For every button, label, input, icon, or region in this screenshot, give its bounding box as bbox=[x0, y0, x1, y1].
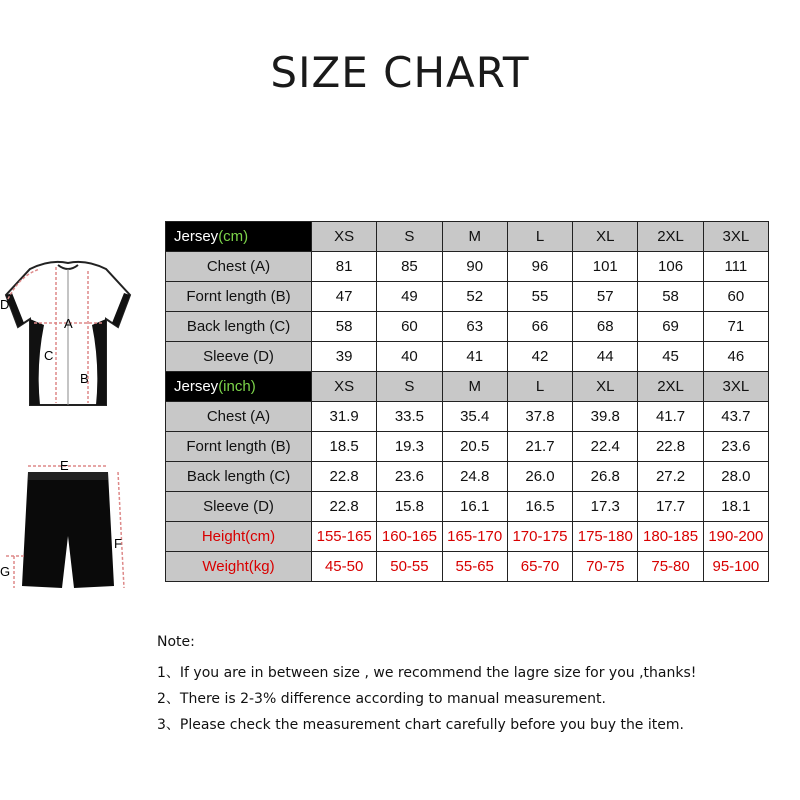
size-header-cell: S bbox=[377, 222, 442, 252]
value-cell: 18.5 bbox=[312, 432, 377, 462]
shorts-icon bbox=[6, 466, 124, 588]
value-cell: 49 bbox=[377, 282, 442, 312]
header-prefix: Jersey bbox=[174, 378, 219, 395]
table-row bbox=[166, 252, 769, 282]
value-cell: 16.5 bbox=[507, 492, 572, 522]
table-row bbox=[166, 552, 769, 582]
value-cell: 23.6 bbox=[377, 462, 442, 492]
value-cell: 37.8 bbox=[507, 402, 572, 432]
table-row bbox=[166, 432, 769, 462]
value-cell: 180-185 bbox=[638, 522, 703, 552]
header-unit: (cm) bbox=[218, 228, 249, 245]
value-cell: 43.7 bbox=[703, 402, 768, 432]
table-row bbox=[166, 342, 769, 372]
value-cell: 90 bbox=[442, 252, 507, 282]
row-label-cell: Back length (C) bbox=[166, 462, 312, 492]
header-label-cell bbox=[166, 372, 312, 402]
value-cell: 23.6 bbox=[703, 432, 768, 462]
value-cell: 15.8 bbox=[377, 492, 442, 522]
value-cell: 17.7 bbox=[638, 492, 703, 522]
value-cell: 31.9 bbox=[312, 402, 377, 432]
value-cell: 22.8 bbox=[312, 492, 377, 522]
value-cell: 69 bbox=[638, 312, 703, 342]
value-cell: 50-55 bbox=[377, 552, 442, 582]
jersey-diagram bbox=[0, 255, 135, 415]
value-cell: 60 bbox=[703, 282, 768, 312]
table-row bbox=[166, 312, 769, 342]
row-label-cell: Sleeve (D) bbox=[166, 492, 312, 522]
value-cell: 66 bbox=[507, 312, 572, 342]
size-header-cell: XL bbox=[573, 372, 638, 402]
value-cell: 40 bbox=[377, 342, 442, 372]
value-cell: 45-50 bbox=[312, 552, 377, 582]
note-line: 2、There is 2-3% difference according to manual measurement. bbox=[157, 691, 606, 707]
value-cell: 170-175 bbox=[507, 522, 572, 552]
value-cell: 39.8 bbox=[573, 402, 638, 432]
size-header-cell: L bbox=[507, 222, 572, 252]
value-cell: 190-200 bbox=[703, 522, 768, 552]
label-e: E bbox=[60, 458, 69, 473]
table-row bbox=[166, 282, 769, 312]
value-cell: 20.5 bbox=[442, 432, 507, 462]
label-f: F bbox=[114, 536, 122, 551]
label-d: D bbox=[0, 297, 10, 312]
value-cell: 26.8 bbox=[573, 462, 638, 492]
page-title: SIZE CHART bbox=[270, 48, 530, 97]
row-label-cell: Height(cm) bbox=[166, 522, 312, 552]
note-line: 1、If you are in between size , we recommend the lagre size for you ,thanks! bbox=[157, 665, 697, 681]
size-chart-table bbox=[165, 221, 769, 582]
label-c: C bbox=[44, 348, 54, 363]
value-cell: 19.3 bbox=[377, 432, 442, 462]
row-label-cell: Fornt length (B) bbox=[166, 282, 312, 312]
value-cell: 27.2 bbox=[638, 462, 703, 492]
value-cell: 70-75 bbox=[573, 552, 638, 582]
shorts-diagram bbox=[0, 456, 135, 601]
value-cell: 39 bbox=[312, 342, 377, 372]
value-cell: 41.7 bbox=[638, 402, 703, 432]
value-cell: 71 bbox=[703, 312, 768, 342]
size-header-cell: 2XL bbox=[638, 222, 703, 252]
size-header-cell: M bbox=[442, 372, 507, 402]
value-cell: 75-80 bbox=[638, 552, 703, 582]
header-label-cell bbox=[166, 222, 312, 252]
table-row bbox=[166, 462, 769, 492]
value-cell: 55-65 bbox=[442, 552, 507, 582]
value-cell: 111 bbox=[703, 252, 768, 282]
value-cell: 106 bbox=[638, 252, 703, 282]
note-line: 3、Please check the measurement chart carefully before you buy the item. bbox=[157, 717, 684, 733]
value-cell: 28.0 bbox=[703, 462, 768, 492]
value-cell: 41 bbox=[442, 342, 507, 372]
label-b: B bbox=[80, 371, 89, 386]
table-row bbox=[166, 492, 769, 522]
value-cell: 175-180 bbox=[573, 522, 638, 552]
header-unit: (inch) bbox=[218, 378, 256, 395]
value-cell: 46 bbox=[703, 342, 768, 372]
value-cell: 22.8 bbox=[638, 432, 703, 462]
value-cell: 81 bbox=[312, 252, 377, 282]
size-header-cell: 2XL bbox=[638, 372, 703, 402]
value-cell: 42 bbox=[507, 342, 572, 372]
row-label-cell: Chest (A) bbox=[166, 402, 312, 432]
value-cell: 47 bbox=[312, 282, 377, 312]
size-header-cell: 3XL bbox=[703, 222, 768, 252]
value-cell: 44 bbox=[573, 342, 638, 372]
row-label-cell: Weight(kg) bbox=[166, 552, 312, 582]
table-row bbox=[166, 522, 769, 552]
value-cell: 96 bbox=[507, 252, 572, 282]
value-cell: 60 bbox=[377, 312, 442, 342]
size-header-cell: 3XL bbox=[703, 372, 768, 402]
value-cell: 21.7 bbox=[507, 432, 572, 462]
label-a: A bbox=[64, 316, 73, 331]
notes-section bbox=[157, 634, 787, 740]
notes-title: Note: bbox=[157, 634, 195, 650]
value-cell: 63 bbox=[442, 312, 507, 342]
value-cell: 57 bbox=[573, 282, 638, 312]
table-row bbox=[166, 402, 769, 432]
value-cell: 65-70 bbox=[507, 552, 572, 582]
size-header-cell: XS bbox=[312, 222, 377, 252]
value-cell: 45 bbox=[638, 342, 703, 372]
table-header-row bbox=[166, 222, 769, 252]
value-cell: 16.1 bbox=[442, 492, 507, 522]
value-cell: 55 bbox=[507, 282, 572, 312]
value-cell: 26.0 bbox=[507, 462, 572, 492]
row-label-cell: Chest (A) bbox=[166, 252, 312, 282]
value-cell: 160-165 bbox=[377, 522, 442, 552]
value-cell: 58 bbox=[638, 282, 703, 312]
value-cell: 101 bbox=[573, 252, 638, 282]
row-label-cell: Back length (C) bbox=[166, 312, 312, 342]
value-cell: 24.8 bbox=[442, 462, 507, 492]
value-cell: 35.4 bbox=[442, 402, 507, 432]
size-header-cell: XL bbox=[573, 222, 638, 252]
value-cell: 58 bbox=[312, 312, 377, 342]
value-cell: 18.1 bbox=[703, 492, 768, 522]
size-header-cell: L bbox=[507, 372, 572, 402]
value-cell: 22.4 bbox=[573, 432, 638, 462]
size-header-cell: S bbox=[377, 372, 442, 402]
value-cell: 165-170 bbox=[442, 522, 507, 552]
value-cell: 85 bbox=[377, 252, 442, 282]
value-cell: 33.5 bbox=[377, 402, 442, 432]
header-prefix: Jersey bbox=[174, 228, 219, 245]
size-header-cell: M bbox=[442, 222, 507, 252]
value-cell: 52 bbox=[442, 282, 507, 312]
row-label-cell: Fornt length (B) bbox=[166, 432, 312, 462]
value-cell: 68 bbox=[573, 312, 638, 342]
value-cell: 22.8 bbox=[312, 462, 377, 492]
value-cell: 95-100 bbox=[703, 552, 768, 582]
value-cell: 17.3 bbox=[573, 492, 638, 522]
value-cell: 155-165 bbox=[312, 522, 377, 552]
jersey-icon bbox=[6, 262, 130, 405]
table-header-row bbox=[166, 372, 769, 402]
row-label-cell: Sleeve (D) bbox=[166, 342, 312, 372]
label-g: G bbox=[0, 564, 11, 579]
size-header-cell: XS bbox=[312, 372, 377, 402]
